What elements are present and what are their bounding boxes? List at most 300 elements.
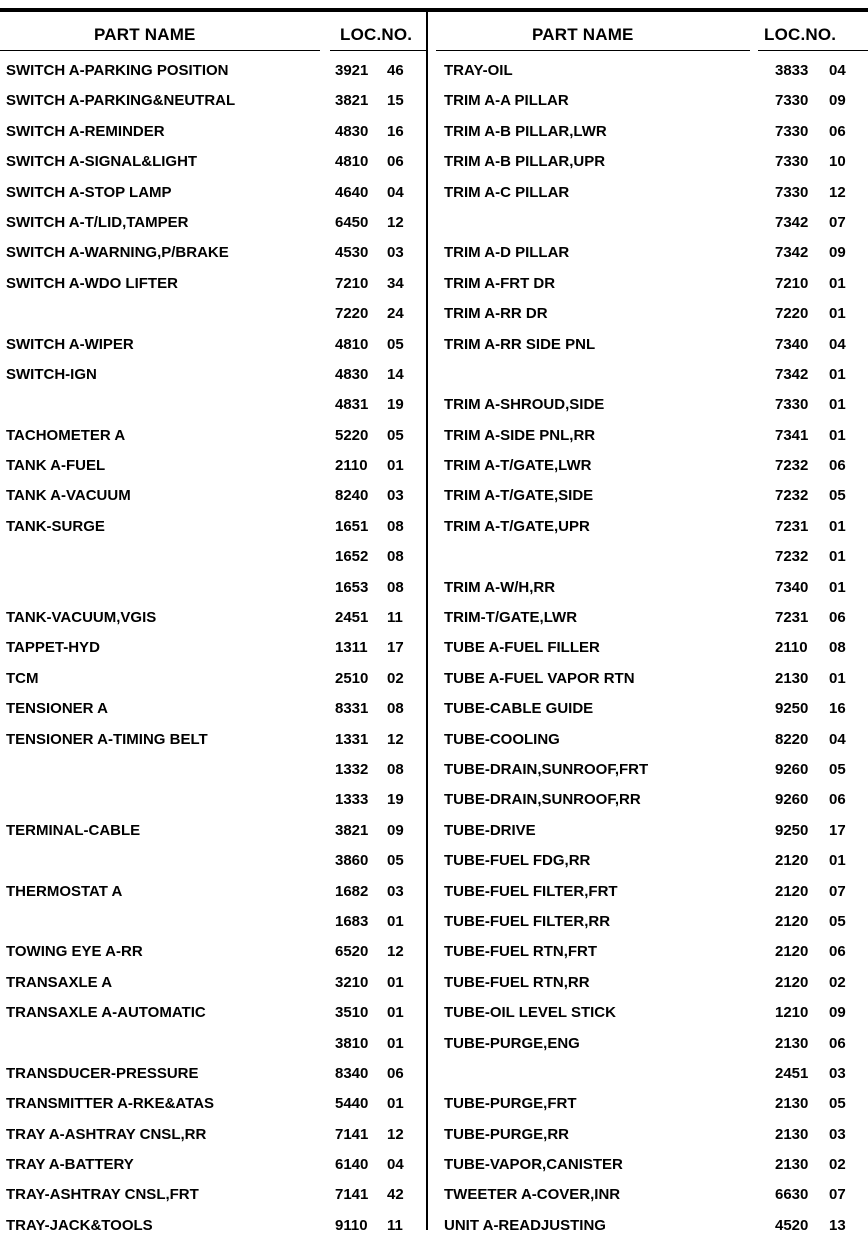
table-row xyxy=(428,573,868,603)
loc-code-cell: 3860 xyxy=(335,852,369,870)
part-name-underline xyxy=(0,50,320,51)
part-name-cell: TUBE-PURGE,ENG xyxy=(444,1034,580,1052)
table-row xyxy=(428,1150,868,1180)
loc-sub-cell: 08 xyxy=(387,760,404,778)
loc-sub-cell: 05 xyxy=(829,760,846,778)
table-row xyxy=(0,86,426,116)
part-name-cell: SWITCH A-SIGNAL&LIGHT xyxy=(6,153,198,171)
table-row xyxy=(428,542,868,572)
loc-sub-cell: 09 xyxy=(829,244,846,262)
table-row xyxy=(0,1059,426,1089)
part-name-cell: TRIM A-RR DR xyxy=(444,305,548,323)
loc-sub-cell: 01 xyxy=(829,426,846,444)
loc-code-cell: 2510 xyxy=(335,669,369,687)
loc-code-cell: 2130 xyxy=(775,1125,809,1143)
loc-sub-cell: 06 xyxy=(829,609,846,627)
part-name-cell: TUBE-FUEL FILTER,RR xyxy=(444,912,611,930)
table-row xyxy=(428,269,868,299)
table-row xyxy=(0,937,426,967)
part-name-cell: TUBE-PURGE,RR xyxy=(444,1125,570,1143)
loc-code-cell: 7231 xyxy=(775,517,809,535)
table-row xyxy=(0,269,426,299)
loc-code-cell: 8331 xyxy=(335,700,369,718)
loc-sub-cell: 03 xyxy=(387,487,404,505)
loc-sub-cell: 09 xyxy=(387,821,404,839)
loc-code-cell: 7231 xyxy=(775,609,809,627)
table-row xyxy=(0,330,426,360)
loc-code-cell: 1331 xyxy=(335,730,369,748)
part-name-cell: TWEETER A-COVER,INR xyxy=(444,1186,621,1204)
table-row xyxy=(428,603,868,633)
table-row xyxy=(0,755,426,785)
loc-code-cell: 1210 xyxy=(775,1004,809,1022)
part-name-cell: TACHOMETER A xyxy=(6,426,126,444)
loc-code-cell: 2130 xyxy=(775,1034,809,1052)
table-row xyxy=(428,633,868,663)
part-name-cell: TUBE-DRAIN,SUNROOF,RR xyxy=(444,791,641,809)
table-row xyxy=(0,147,426,177)
loc-sub-cell: 06 xyxy=(829,457,846,475)
table-row xyxy=(428,178,868,208)
part-name-cell: TUBE-DRIVE xyxy=(444,821,536,839)
loc-sub-cell: 11 xyxy=(387,609,403,627)
loc-sub-cell: 08 xyxy=(387,517,404,535)
part-name-cell: TUBE A-FUEL VAPOR RTN xyxy=(444,669,635,687)
part-name-cell: TRAY A-ASHTRAY CNSL,RR xyxy=(6,1125,207,1143)
table-row xyxy=(428,390,868,420)
loc-code-cell: 4520 xyxy=(775,1216,809,1234)
loc-sub-cell: 03 xyxy=(387,244,404,262)
loc-sub-cell: 02 xyxy=(829,973,846,991)
part-name-cell: TRANSDUCER-PRESSURE xyxy=(6,1064,199,1082)
part-name-cell: SWITCH A-WIPER xyxy=(6,335,134,353)
part-name-cell: TUBE-FUEL FDG,RR xyxy=(444,852,591,870)
loc-code-cell: 7340 xyxy=(775,335,809,353)
loc-code-cell: 6520 xyxy=(335,943,369,961)
loc-sub-cell: 07 xyxy=(829,1186,846,1204)
table-row xyxy=(0,968,426,998)
loc-code-cell: 4640 xyxy=(335,183,369,201)
table-row xyxy=(428,208,868,238)
loc-sub-cell: 17 xyxy=(387,639,404,657)
loc-code-cell: 7210 xyxy=(775,274,809,292)
part-name-cell: TRANSAXLE A xyxy=(6,973,113,991)
part-name-cell: TRIM-T/GATE,LWR xyxy=(444,609,578,627)
table-row xyxy=(428,1120,868,1150)
table-row xyxy=(428,664,868,694)
part-name-cell: TUBE-COOLING xyxy=(444,730,560,748)
loc-code-cell: 4810 xyxy=(335,335,369,353)
loc-sub-cell: 14 xyxy=(387,365,404,383)
part-name-cell: UNIT A-READJUSTING xyxy=(444,1216,606,1234)
part-name-cell: TUBE-FUEL RTN,RR xyxy=(444,973,590,991)
loc-no-underline xyxy=(758,50,868,51)
table-row xyxy=(428,1029,868,1059)
table-row xyxy=(0,421,426,451)
loc-sub-cell: 02 xyxy=(387,669,404,687)
loc-code-cell: 3510 xyxy=(335,1004,369,1022)
part-name-cell: TRIM A-SHROUD,SIDE xyxy=(444,396,605,414)
loc-code-cell: 7232 xyxy=(775,487,809,505)
table-row xyxy=(428,147,868,177)
part-name-cell: SWITCH A-WARNING,P/BRAKE xyxy=(6,244,229,262)
loc-sub-cell: 01 xyxy=(387,912,404,930)
loc-code-cell: 2110 xyxy=(775,639,808,657)
table-row xyxy=(0,998,426,1028)
loc-sub-cell: 19 xyxy=(387,396,404,414)
part-name-cell: TRIM A-A PILLAR xyxy=(444,92,569,110)
loc-sub-cell: 06 xyxy=(387,153,404,171)
table-row xyxy=(428,1211,868,1241)
loc-sub-cell: 03 xyxy=(387,882,404,900)
loc-sub-cell: 05 xyxy=(387,852,404,870)
part-name-cell: TOWING EYE A-RR xyxy=(6,943,143,961)
part-name-cell: TRAY-OIL xyxy=(444,62,513,79)
table-row xyxy=(428,877,868,907)
loc-sub-cell: 05 xyxy=(829,912,846,930)
table-row xyxy=(428,968,868,998)
loc-sub-cell: 01 xyxy=(387,973,404,991)
part-name-cell: TRAY-ASHTRAY CNSL,FRT xyxy=(6,1186,199,1204)
loc-code-cell: 1683 xyxy=(335,912,369,930)
part-name-cell: TANK-SURGE xyxy=(6,517,105,535)
loc-code-cell: 9250 xyxy=(775,700,809,718)
loc-code-cell: 4530 xyxy=(335,244,369,262)
loc-sub-cell: 01 xyxy=(829,548,846,566)
part-name-cell: SWITCH A-WDO LIFTER xyxy=(6,274,178,292)
table-row xyxy=(0,877,426,907)
loc-code-cell: 7330 xyxy=(775,92,809,110)
table-row xyxy=(428,512,868,542)
part-name-cell: TRAY A-BATTERY xyxy=(6,1156,134,1174)
loc-sub-cell: 07 xyxy=(829,213,846,231)
loc-code-cell: 2130 xyxy=(775,1156,809,1174)
part-name-cell: TUBE-CABLE GUIDE xyxy=(444,700,594,718)
loc-sub-cell: 01 xyxy=(829,669,846,687)
loc-sub-cell: 13 xyxy=(829,1216,846,1234)
loc-code-cell: 9250 xyxy=(775,821,809,839)
loc-sub-cell: 01 xyxy=(829,305,846,323)
part-name-cell: TENSIONER A xyxy=(6,700,108,718)
part-name-cell: TCM xyxy=(6,669,39,687)
table-row xyxy=(428,755,868,785)
right-column xyxy=(428,12,868,1234)
loc-code-cell: 4830 xyxy=(335,122,369,140)
part-name-header: PART NAME xyxy=(532,25,634,44)
loc-code-cell: 8240 xyxy=(335,487,369,505)
table-row xyxy=(0,603,426,633)
loc-sub-cell: 01 xyxy=(829,852,846,870)
part-name-cell: TRIM A-T/GATE,SIDE xyxy=(444,487,594,505)
table-row xyxy=(428,451,868,481)
table-row xyxy=(0,542,426,572)
table-row xyxy=(0,390,426,420)
loc-code-cell: 7342 xyxy=(775,365,809,383)
table-row xyxy=(0,1211,426,1241)
part-name-cell: TANK A-FUEL xyxy=(6,457,106,475)
part-name-cell: TRIM A-T/GATE,LWR xyxy=(444,457,592,475)
loc-sub-cell: 17 xyxy=(829,821,846,839)
loc-sub-cell: 04 xyxy=(387,183,404,201)
loc-code-cell: 3921 xyxy=(335,62,369,79)
table-row xyxy=(428,998,868,1028)
loc-code-cell: 1651 xyxy=(335,517,369,535)
table-row xyxy=(0,633,426,663)
loc-sub-cell: 12 xyxy=(829,183,846,201)
table-row xyxy=(428,725,868,755)
loc-code-cell: 4830 xyxy=(335,365,369,383)
loc-sub-cell: 01 xyxy=(829,578,846,596)
part-name-cell: THERMOSTAT A xyxy=(6,882,123,900)
loc-sub-cell: 06 xyxy=(829,791,846,809)
loc-sub-cell: 01 xyxy=(387,1095,404,1113)
part-name-cell: SWITCH-IGN xyxy=(6,365,97,383)
loc-code-cell: 9110 xyxy=(335,1216,368,1234)
part-name-cell: SWITCH A-PARKING&NEUTRAL xyxy=(6,92,236,110)
table-row xyxy=(428,694,868,724)
table-row xyxy=(428,421,868,451)
loc-code-cell: 4831 xyxy=(335,396,369,414)
loc-code-cell: 7342 xyxy=(775,213,809,231)
part-name-header: PART NAME xyxy=(94,25,196,44)
loc-code-cell: 8340 xyxy=(335,1064,369,1082)
part-name-cell: TRIM A-SIDE PNL,RR xyxy=(444,426,596,444)
loc-sub-cell: 01 xyxy=(387,1004,404,1022)
loc-code-cell: 1332 xyxy=(335,760,369,778)
table-row xyxy=(428,937,868,967)
loc-code-cell: 6630 xyxy=(775,1186,809,1204)
loc-sub-cell: 24 xyxy=(387,305,404,323)
loc-code-cell: 8220 xyxy=(775,730,809,748)
table-row xyxy=(428,330,868,360)
loc-code-cell: 7330 xyxy=(775,153,809,171)
loc-code-cell: 7220 xyxy=(335,305,369,323)
part-name-cell: TUBE-VAPOR,CANISTER xyxy=(444,1156,623,1174)
part-name-cell: TUBE-FUEL FILTER,FRT xyxy=(444,882,618,900)
part-name-cell: TRANSAXLE A-AUTOMATIC xyxy=(6,1004,206,1022)
part-name-cell: TANK-VACUUM,VGIS xyxy=(6,609,157,627)
loc-sub-cell: 01 xyxy=(387,457,404,475)
table-row xyxy=(0,117,426,147)
loc-code-cell: 2451 xyxy=(335,609,369,627)
loc-sub-cell: 08 xyxy=(829,639,846,657)
part-name-cell: TERMINAL-CABLE xyxy=(6,821,141,839)
loc-no-header: LOC.NO. xyxy=(764,25,837,44)
loc-sub-cell: 15 xyxy=(387,92,404,110)
loc-code-cell: 7141 xyxy=(335,1125,369,1143)
table-row xyxy=(428,56,868,86)
part-name-cell: TRIM A-FRT DR xyxy=(444,274,556,292)
part-name-cell: TAPPET-HYD xyxy=(6,639,100,657)
loc-sub-cell: 07 xyxy=(829,882,846,900)
loc-code-cell: 2120 xyxy=(775,852,809,870)
table-row xyxy=(428,481,868,511)
part-name-cell: SWITCH A-T/LID,TAMPER xyxy=(6,213,189,231)
loc-sub-cell: 06 xyxy=(829,1034,846,1052)
loc-sub-cell: 05 xyxy=(829,487,846,505)
table-row xyxy=(0,512,426,542)
table-row xyxy=(0,238,426,268)
loc-code-cell: 7330 xyxy=(775,122,809,140)
loc-code-cell: 7330 xyxy=(775,183,809,201)
loc-sub-cell: 12 xyxy=(387,213,404,231)
table-row xyxy=(0,725,426,755)
loc-sub-cell: 11 xyxy=(387,1216,403,1234)
loc-sub-cell: 01 xyxy=(829,274,846,292)
part-name-underline xyxy=(436,50,750,51)
loc-no-header: LOC.NO. xyxy=(340,25,413,44)
loc-code-cell: 1311 xyxy=(335,639,368,657)
loc-sub-cell: 10 xyxy=(829,153,846,171)
table-row xyxy=(428,1059,868,1089)
part-name-cell: TRIM A-C PILLAR xyxy=(444,183,570,201)
loc-code-cell: 6450 xyxy=(335,213,369,231)
part-name-cell: TRIM A-B PILLAR,UPR xyxy=(444,153,606,171)
left-column-header xyxy=(0,12,426,48)
loc-code-cell: 2110 xyxy=(335,457,368,475)
table-row xyxy=(0,360,426,390)
loc-sub-cell: 16 xyxy=(829,700,846,718)
loc-code-cell: 2130 xyxy=(775,669,809,687)
loc-code-cell: 3821 xyxy=(335,92,369,110)
table-row xyxy=(0,816,426,846)
loc-sub-cell: 06 xyxy=(829,122,846,140)
loc-sub-cell: 06 xyxy=(829,943,846,961)
loc-sub-cell: 04 xyxy=(829,62,846,79)
table-row xyxy=(0,1029,426,1059)
loc-code-cell: 2120 xyxy=(775,973,809,991)
part-name-cell: TENSIONER A-TIMING BELT xyxy=(6,730,208,748)
part-name-cell: SWITCH A-PARKING POSITION xyxy=(6,62,229,79)
loc-code-cell: 7341 xyxy=(775,426,809,444)
loc-code-cell: 1653 xyxy=(335,578,369,596)
loc-code-cell: 2120 xyxy=(775,912,809,930)
loc-code-cell: 7220 xyxy=(775,305,809,323)
part-name-cell: TRANSMITTER A-RKE&ATAS xyxy=(6,1095,215,1113)
loc-sub-cell: 05 xyxy=(829,1095,846,1113)
table-row xyxy=(0,481,426,511)
loc-sub-cell: 08 xyxy=(387,700,404,718)
loc-sub-cell: 03 xyxy=(829,1064,846,1082)
loc-sub-cell: 12 xyxy=(387,730,404,748)
table-row xyxy=(0,573,426,603)
loc-sub-cell: 06 xyxy=(387,1064,404,1082)
part-name-cell: TANK A-VACUUM xyxy=(6,487,131,505)
part-name-cell: TRIM A-D PILLAR xyxy=(444,244,570,262)
table-row xyxy=(0,208,426,238)
part-name-cell: TRIM A-T/GATE,UPR xyxy=(444,517,590,535)
loc-code-cell: 5220 xyxy=(335,426,369,444)
loc-sub-cell: 42 xyxy=(387,1186,404,1204)
loc-sub-cell: 05 xyxy=(387,426,404,444)
table-row xyxy=(428,907,868,937)
loc-code-cell: 5440 xyxy=(335,1095,369,1113)
loc-code-cell: 7232 xyxy=(775,548,809,566)
loc-sub-cell: 08 xyxy=(387,548,404,566)
table-row xyxy=(428,846,868,876)
table-row xyxy=(0,178,426,208)
loc-sub-cell: 34 xyxy=(387,274,404,292)
left-column xyxy=(0,12,426,1234)
loc-code-cell: 6140 xyxy=(335,1156,369,1174)
loc-sub-cell: 19 xyxy=(387,791,404,809)
loc-sub-cell: 04 xyxy=(829,730,846,748)
table-row xyxy=(0,1089,426,1119)
loc-code-cell: 2120 xyxy=(775,882,809,900)
loc-sub-cell: 02 xyxy=(829,1156,846,1174)
table-row xyxy=(0,1120,426,1150)
table-row xyxy=(428,117,868,147)
loc-code-cell: 3833 xyxy=(775,62,809,79)
loc-sub-cell: 01 xyxy=(829,396,846,414)
part-name-cell: SWITCH A-REMINDER xyxy=(6,122,165,140)
loc-code-cell: 7232 xyxy=(775,457,809,475)
table-row xyxy=(428,238,868,268)
table-row xyxy=(428,816,868,846)
loc-sub-cell: 04 xyxy=(829,335,846,353)
table-row xyxy=(0,907,426,937)
table-row xyxy=(428,1180,868,1210)
loc-code-cell: 3821 xyxy=(335,821,369,839)
loc-code-cell: 2451 xyxy=(775,1064,809,1082)
part-name-cell: TUBE-OIL LEVEL STICK xyxy=(444,1004,616,1022)
loc-code-cell: 7210 xyxy=(335,274,369,292)
loc-sub-cell: 08 xyxy=(387,578,404,596)
part-name-cell: TUBE-PURGE,FRT xyxy=(444,1095,577,1113)
loc-sub-cell: 09 xyxy=(829,1004,846,1022)
loc-sub-cell: 09 xyxy=(829,92,846,110)
part-name-cell: TRAY-JACK&TOOLS xyxy=(6,1216,153,1234)
loc-sub-cell: 01 xyxy=(829,517,846,535)
loc-code-cell: 4810 xyxy=(335,153,369,171)
table-row xyxy=(0,846,426,876)
table-row xyxy=(0,451,426,481)
loc-code-cell: 3210 xyxy=(335,973,369,991)
loc-code-cell: 7340 xyxy=(775,578,809,596)
left-parts-list xyxy=(0,56,426,1241)
loc-sub-cell: 01 xyxy=(387,1034,404,1052)
loc-code-cell: 9260 xyxy=(775,760,809,778)
table-row xyxy=(0,1180,426,1210)
part-name-cell: SWITCH A-STOP LAMP xyxy=(6,183,172,201)
loc-code-cell: 1652 xyxy=(335,548,369,566)
right-parts-list xyxy=(428,56,868,1241)
part-name-cell: TRIM A-RR SIDE PNL xyxy=(444,335,596,353)
table-row xyxy=(0,1150,426,1180)
part-name-cell: TUBE A-FUEL FILLER xyxy=(444,639,600,657)
table-row xyxy=(0,694,426,724)
part-name-cell: TRIM A-B PILLAR,LWR xyxy=(444,122,607,140)
loc-sub-cell: 46 xyxy=(387,62,404,79)
table-row xyxy=(0,664,426,694)
table-row xyxy=(428,86,868,116)
loc-code-cell: 7342 xyxy=(775,244,809,262)
loc-code-cell: 2130 xyxy=(775,1095,809,1113)
table-row xyxy=(0,785,426,815)
table-row xyxy=(428,299,868,329)
loc-sub-cell: 03 xyxy=(829,1125,846,1143)
loc-sub-cell: 16 xyxy=(387,122,404,140)
table-row xyxy=(428,785,868,815)
loc-sub-cell: 12 xyxy=(387,943,404,961)
loc-code-cell: 7330 xyxy=(775,396,809,414)
loc-code-cell: 9260 xyxy=(775,791,809,809)
table-row xyxy=(428,360,868,390)
loc-sub-cell: 01 xyxy=(829,365,846,383)
table-row xyxy=(428,1089,868,1119)
loc-code-cell: 3810 xyxy=(335,1034,369,1052)
part-name-cell: TUBE-FUEL RTN,FRT xyxy=(444,943,598,961)
